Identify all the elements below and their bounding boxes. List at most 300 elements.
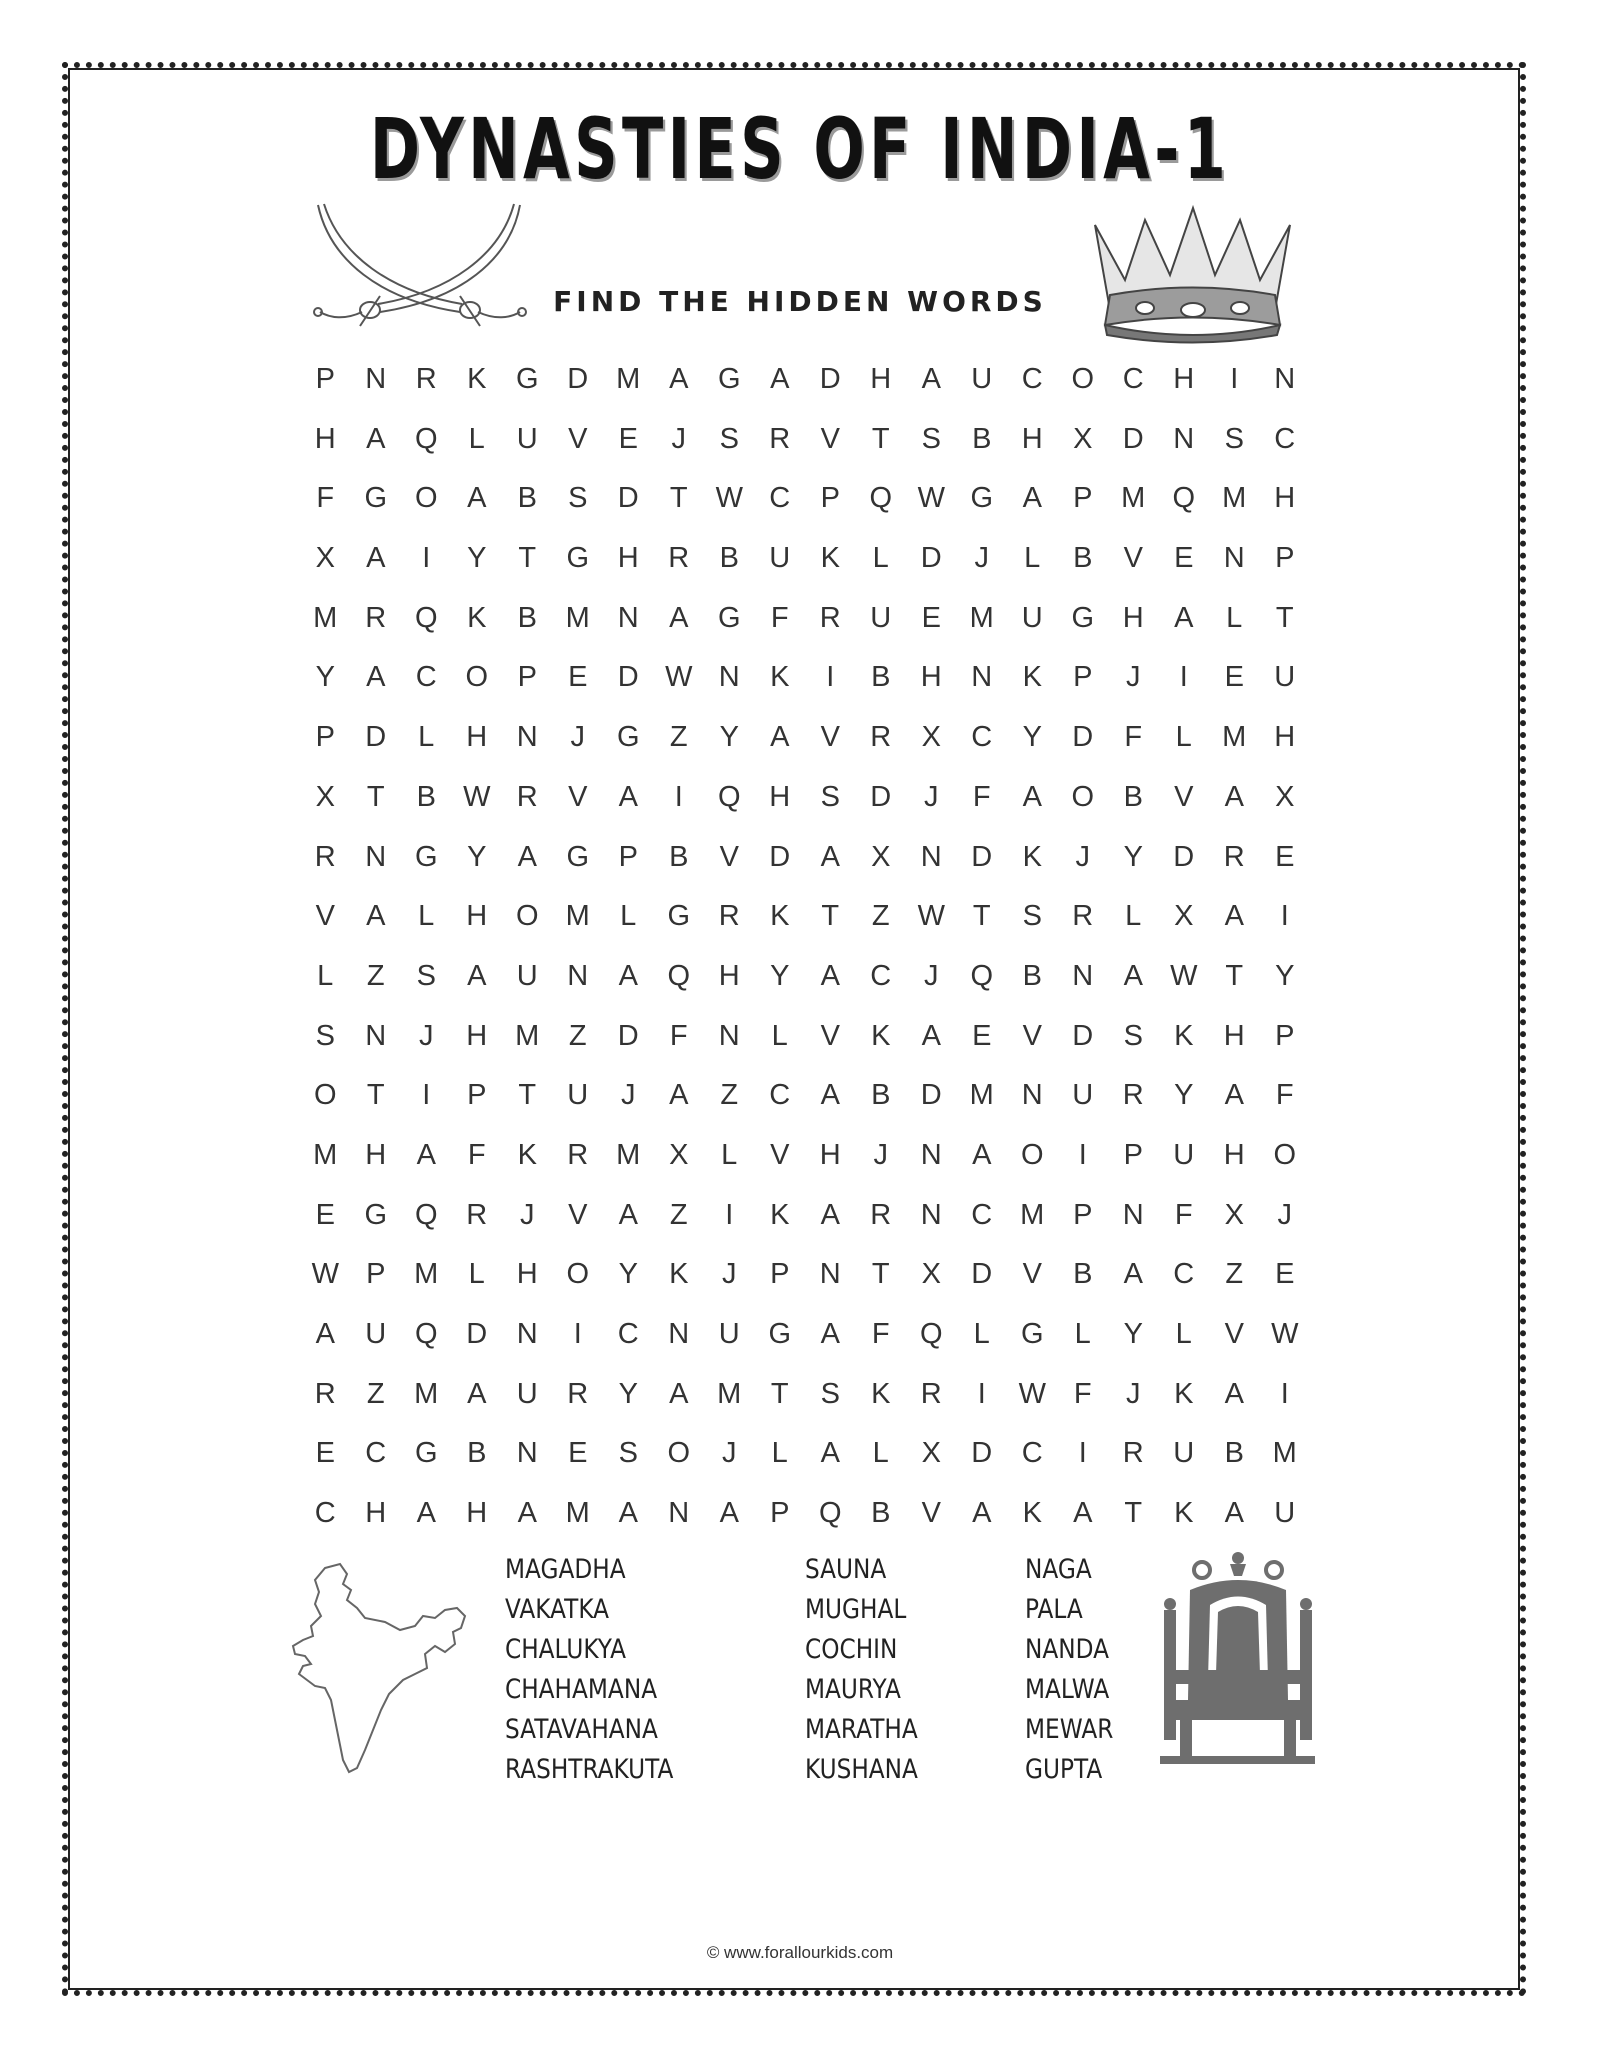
word-list-item: COCHIN bbox=[805, 1634, 898, 1665]
grid-letter: V bbox=[568, 422, 588, 455]
grid-letter: A bbox=[820, 959, 840, 992]
grid-letter: K bbox=[467, 601, 487, 634]
grid-letter: Z bbox=[720, 1079, 739, 1112]
grid-letter: A bbox=[1224, 1497, 1244, 1530]
grid-letter: H bbox=[1122, 601, 1144, 634]
grid-letter: T bbox=[366, 1079, 385, 1112]
grid-letter: M bbox=[616, 363, 641, 395]
word-list-item: PALA bbox=[1025, 1594, 1083, 1625]
grid-letter: A bbox=[1224, 900, 1244, 933]
grid-letter: C bbox=[415, 661, 437, 694]
grid-letter: Z bbox=[366, 959, 385, 992]
grid-letter: X bbox=[669, 1138, 689, 1171]
grid-letter: Y bbox=[719, 721, 739, 754]
grid-letter: P bbox=[366, 1258, 386, 1291]
grid-letter: C bbox=[1173, 1258, 1195, 1291]
grid-letter: A bbox=[820, 1437, 840, 1470]
word-list-item: MUGHAL bbox=[805, 1594, 907, 1625]
grid-letter: R bbox=[769, 422, 791, 455]
grid-letter: H bbox=[1173, 363, 1195, 395]
grid-letter: V bbox=[820, 422, 840, 455]
grid-letter: V bbox=[1123, 542, 1143, 575]
grid-letter: B bbox=[1073, 542, 1093, 575]
grid-letter: G bbox=[667, 900, 691, 933]
grid-letter: B bbox=[467, 1437, 487, 1470]
grid-letter: F bbox=[467, 1138, 486, 1171]
word-list-item: VAKATKA bbox=[505, 1594, 610, 1625]
grid-letter: N bbox=[1072, 959, 1094, 992]
grid-letter: L bbox=[418, 900, 435, 933]
grid-letter: J bbox=[873, 1138, 888, 1171]
grid-letter: B bbox=[517, 601, 537, 634]
grid-letter: N bbox=[718, 661, 740, 694]
grid-letter: R bbox=[870, 721, 892, 754]
grid-letter: W bbox=[917, 482, 945, 515]
grid-letter: R bbox=[567, 1138, 589, 1171]
grid-letter: P bbox=[315, 363, 335, 395]
grid-letter: L bbox=[317, 959, 334, 992]
grid-letter: R bbox=[1072, 900, 1094, 933]
grid-letter: N bbox=[668, 1497, 690, 1530]
grid-letter: P bbox=[820, 482, 840, 515]
grid-letter: J bbox=[1126, 661, 1141, 694]
grid-letter: J bbox=[722, 1258, 737, 1291]
grid-letter: M bbox=[717, 1377, 742, 1410]
letter-grid bbox=[300, 350, 1310, 1544]
grid-letter: B bbox=[669, 840, 689, 873]
grid-letter: L bbox=[973, 1318, 990, 1350]
grid-letter: D bbox=[365, 721, 387, 754]
grid-letter: S bbox=[921, 422, 941, 455]
grid-letter: T bbox=[871, 422, 890, 455]
grid-letter: E bbox=[618, 422, 638, 455]
grid-letter: M bbox=[1222, 721, 1247, 754]
word-list-item: MAURYA bbox=[805, 1674, 901, 1705]
grid-letter: Q bbox=[818, 1497, 842, 1530]
grid-letter: L bbox=[1175, 1318, 1192, 1350]
grid-letter: K bbox=[517, 1138, 537, 1171]
word-list-item: CHAHAMANA bbox=[505, 1674, 658, 1705]
grid-letter: K bbox=[1174, 1377, 1194, 1410]
grid-letter: Y bbox=[1123, 840, 1143, 873]
grid-letter: I bbox=[826, 661, 835, 694]
grid-letter: A bbox=[618, 959, 638, 992]
grid-letter: W bbox=[463, 780, 491, 813]
grid-letter: A bbox=[1022, 482, 1042, 515]
grid-letter: N bbox=[1274, 363, 1296, 395]
grid-letter: K bbox=[871, 1019, 891, 1052]
grid-letter: A bbox=[366, 661, 386, 694]
grid-letter: E bbox=[972, 1019, 992, 1052]
grid-letter: G bbox=[768, 1318, 792, 1350]
throne-icon bbox=[1160, 1550, 1315, 1770]
grid-letter: H bbox=[1021, 422, 1043, 455]
grid-letter: Z bbox=[871, 900, 890, 933]
grid-letter: H bbox=[920, 661, 942, 694]
grid-letter: C bbox=[769, 482, 791, 515]
grid-letter: R bbox=[365, 601, 387, 634]
grid-letter: K bbox=[770, 661, 790, 694]
grid-letter: E bbox=[315, 1198, 335, 1231]
grid-letter: A bbox=[618, 1497, 638, 1530]
grid-letter: O bbox=[515, 900, 539, 933]
word-list-item: MAGADHA bbox=[505, 1554, 626, 1585]
grid-letter: G bbox=[717, 601, 741, 634]
grid-letter: D bbox=[870, 780, 892, 813]
grid-letter: M bbox=[1020, 1198, 1045, 1231]
grid-letter: A bbox=[467, 959, 487, 992]
grid-letter: F bbox=[770, 601, 789, 634]
grid-letter: H bbox=[617, 542, 639, 575]
grid-letter: T bbox=[366, 780, 385, 813]
grid-letter: A bbox=[416, 1497, 436, 1530]
grid-letter: G bbox=[414, 1437, 438, 1470]
grid-letter: B bbox=[719, 542, 739, 575]
grid-letter: I bbox=[1230, 363, 1239, 395]
grid-letter: D bbox=[971, 840, 993, 873]
grid-letter: F bbox=[1124, 721, 1143, 754]
crossed-swords-icon bbox=[310, 200, 530, 340]
grid-letter: L bbox=[721, 1138, 738, 1171]
grid-letter: Y bbox=[315, 661, 335, 694]
grid-letter: R bbox=[668, 542, 690, 575]
grid-letter: M bbox=[565, 900, 590, 933]
grid-letter: A bbox=[1224, 1079, 1244, 1112]
grid-letter: T bbox=[518, 542, 537, 575]
grid-letter: X bbox=[1224, 1198, 1244, 1231]
grid-letter: W bbox=[1271, 1318, 1299, 1350]
grid-letter: H bbox=[1274, 482, 1296, 515]
grid-letter: Y bbox=[467, 542, 487, 575]
word-list-item: SAUNA bbox=[805, 1554, 887, 1585]
grid-letter: R bbox=[314, 1377, 336, 1410]
grid-letter: Q bbox=[970, 959, 994, 992]
grid-letter: Y bbox=[1174, 1079, 1194, 1112]
word-list-item: NANDA bbox=[1025, 1634, 1109, 1665]
grid-letter: N bbox=[1122, 1198, 1144, 1231]
grid-letter: M bbox=[565, 1497, 590, 1530]
grid-letter: T bbox=[871, 1258, 890, 1291]
grid-letter: D bbox=[567, 363, 589, 395]
grid-letter: N bbox=[365, 363, 387, 395]
grid-letter: W bbox=[665, 661, 693, 694]
grid-letter: H bbox=[718, 959, 740, 992]
grid-letter: O bbox=[465, 661, 489, 694]
grid-letter: A bbox=[1073, 1497, 1093, 1530]
grid-letter: O bbox=[414, 482, 438, 515]
grid-letter: V bbox=[1224, 1318, 1244, 1350]
grid-letter: R bbox=[870, 1198, 892, 1231]
grid-letter: A bbox=[1224, 1377, 1244, 1410]
grid-letter: K bbox=[467, 363, 487, 395]
grid-letter: T bbox=[972, 900, 991, 933]
grid-letter: Y bbox=[1275, 959, 1295, 992]
grid-letter: M bbox=[969, 601, 994, 634]
grid-letter: H bbox=[365, 1138, 387, 1171]
grid-letter: B bbox=[972, 422, 992, 455]
grid-letter: H bbox=[466, 1019, 488, 1052]
grid-letter: A bbox=[921, 363, 941, 395]
grid-letter: K bbox=[1174, 1497, 1194, 1530]
grid-letter: J bbox=[419, 1019, 434, 1052]
grid-letter: A bbox=[669, 1377, 689, 1410]
grid-letter: B bbox=[871, 1497, 891, 1530]
grid-letter: X bbox=[871, 840, 891, 873]
grid-letter: E bbox=[568, 1437, 588, 1470]
grid-letter: Y bbox=[1123, 1318, 1143, 1350]
grid-letter: N bbox=[365, 840, 387, 873]
grid-letter: S bbox=[1123, 1019, 1143, 1052]
grid-letter: P bbox=[1123, 1138, 1143, 1171]
grid-letter: A bbox=[1174, 601, 1194, 634]
grid-letter: C bbox=[1274, 422, 1296, 455]
word-list-item: NAGA bbox=[1025, 1554, 1092, 1585]
grid-letter: G bbox=[364, 482, 388, 515]
grid-letter: M bbox=[565, 601, 590, 634]
grid-letter: A bbox=[1123, 1258, 1143, 1291]
grid-letter: A bbox=[820, 1198, 840, 1231]
word-list-item: SATAVAHANA bbox=[505, 1714, 658, 1745]
grid-letter: V bbox=[315, 900, 335, 933]
grid-letter: D bbox=[1072, 1019, 1094, 1052]
grid-letter: K bbox=[1022, 840, 1042, 873]
grid-letter: E bbox=[1275, 1258, 1295, 1291]
grid-letter: N bbox=[516, 721, 538, 754]
word-list-item: CHALUKYA bbox=[505, 1634, 627, 1665]
grid-letter: R bbox=[1223, 840, 1245, 873]
grid-letter: A bbox=[820, 1318, 840, 1350]
grid-letter: R bbox=[1122, 1079, 1144, 1112]
grid-letter: Z bbox=[669, 1198, 688, 1231]
grid-letter: D bbox=[617, 1019, 639, 1052]
grid-letter: B bbox=[1224, 1437, 1244, 1470]
grid-letter: L bbox=[1226, 601, 1243, 634]
grid-letter: B bbox=[416, 780, 436, 813]
grid-letter: L bbox=[771, 1437, 788, 1470]
grid-letter: N bbox=[516, 1437, 538, 1470]
grid-letter: N bbox=[365, 1019, 387, 1052]
grid-letter: Y bbox=[618, 1258, 638, 1291]
grid-letter: S bbox=[719, 422, 739, 455]
grid-letter: C bbox=[1021, 363, 1043, 395]
grid-letter: Q bbox=[869, 482, 893, 515]
grid-letter: L bbox=[620, 900, 637, 933]
grid-letter: I bbox=[422, 1079, 431, 1112]
grid-letter: D bbox=[617, 482, 639, 515]
crown-icon bbox=[1085, 200, 1300, 345]
grid-letter: D bbox=[819, 363, 841, 395]
grid-letter: I bbox=[1280, 1377, 1289, 1410]
grid-letter: D bbox=[971, 1437, 993, 1470]
grid-letter: O bbox=[1273, 1138, 1297, 1171]
word-list-item: MARATHA bbox=[805, 1714, 918, 1745]
grid-letter: G bbox=[414, 840, 438, 873]
grid-letter: L bbox=[1125, 900, 1142, 933]
grid-letter: P bbox=[1073, 661, 1093, 694]
india-map-outline bbox=[285, 1560, 485, 1780]
word-list-item: KUSHANA bbox=[805, 1754, 918, 1785]
grid-letter: O bbox=[1071, 780, 1095, 813]
grid-letter: R bbox=[1122, 1437, 1144, 1470]
grid-letter: D bbox=[920, 1079, 942, 1112]
grid-letter: G bbox=[566, 542, 590, 575]
grid-letter: A bbox=[517, 840, 537, 873]
grid-letter: G bbox=[717, 363, 741, 395]
grid-letter: K bbox=[871, 1377, 891, 1410]
grid-letter: U bbox=[516, 1377, 538, 1410]
grid-letter: O bbox=[1020, 1138, 1044, 1171]
grid-letter: J bbox=[722, 1437, 737, 1470]
grid-letter: T bbox=[669, 482, 688, 515]
grid-letter: Y bbox=[467, 840, 487, 873]
grid-letter: U bbox=[1274, 1497, 1296, 1530]
grid-letter: H bbox=[870, 363, 892, 395]
grid-letter: D bbox=[920, 542, 942, 575]
grid-letter: Z bbox=[366, 1377, 385, 1410]
grid-letter: A bbox=[366, 422, 386, 455]
grid-letter: L bbox=[1074, 1318, 1091, 1350]
grid-letter: Y bbox=[770, 959, 790, 992]
grid-letter: M bbox=[969, 1079, 994, 1112]
grid-letter: D bbox=[1072, 721, 1094, 754]
grid-letter: S bbox=[618, 1437, 638, 1470]
grid-letter: P bbox=[770, 1497, 790, 1530]
grid-letter: L bbox=[771, 1019, 788, 1052]
grid-letter: I bbox=[725, 1198, 734, 1231]
grid-letter: S bbox=[820, 780, 840, 813]
grid-letter: U bbox=[718, 1318, 740, 1350]
grid-letter: H bbox=[1274, 721, 1296, 754]
grid-letter: A bbox=[770, 363, 790, 395]
grid-letter: F bbox=[1275, 1079, 1294, 1112]
grid-letter: O bbox=[313, 1079, 337, 1112]
grid-letter: Q bbox=[414, 1198, 438, 1231]
grid-letter: A bbox=[972, 1138, 992, 1171]
grid-letter: B bbox=[517, 482, 537, 515]
grid-letter: S bbox=[820, 1377, 840, 1410]
grid-letter: A bbox=[618, 1198, 638, 1231]
grid-letter: N bbox=[718, 1019, 740, 1052]
grid-letter: Q bbox=[1172, 482, 1196, 515]
grid-letter: D bbox=[466, 1318, 488, 1350]
grid-letter: I bbox=[1179, 661, 1188, 694]
grid-letter: B bbox=[1073, 1258, 1093, 1291]
grid-letter: V bbox=[568, 780, 588, 813]
grid-letter: S bbox=[568, 482, 588, 515]
grid-letter: W bbox=[1170, 959, 1198, 992]
grid-letter: H bbox=[466, 900, 488, 933]
grid-letter: R bbox=[466, 1198, 488, 1231]
instructions-heading: FIND THE HIDDEN WORDS bbox=[553, 285, 1047, 318]
grid-letter: D bbox=[1122, 422, 1144, 455]
grid-letter: G bbox=[515, 363, 539, 395]
word-list-item: RASHTRAKUTA bbox=[505, 1754, 674, 1785]
grid-letter: P bbox=[1275, 542, 1295, 575]
grid-letter: A bbox=[820, 840, 840, 873]
grid-letter: U bbox=[365, 1318, 387, 1350]
grid-letter: R bbox=[567, 1377, 589, 1410]
grid-letter: R bbox=[920, 1377, 942, 1410]
grid-letter: Q bbox=[717, 780, 741, 813]
grid-letter: F bbox=[316, 482, 335, 515]
grid-letter: N bbox=[971, 661, 993, 694]
grid-letter: V bbox=[1174, 780, 1194, 813]
grid-letter: J bbox=[974, 542, 989, 575]
grid-letter: P bbox=[315, 721, 335, 754]
grid-letter: S bbox=[315, 1019, 335, 1052]
grid-letter: K bbox=[669, 1258, 689, 1291]
grid-letter: G bbox=[616, 721, 640, 754]
word-list-item: MALWA bbox=[1025, 1674, 1110, 1705]
grid-letter: O bbox=[1071, 363, 1095, 395]
grid-letter: K bbox=[1022, 1497, 1042, 1530]
grid-letter: G bbox=[970, 482, 994, 515]
grid-letter: V bbox=[719, 840, 739, 873]
grid-letter: H bbox=[1223, 1019, 1245, 1052]
grid-letter: K bbox=[1174, 1019, 1194, 1052]
grid-letter: A bbox=[770, 721, 790, 754]
grid-letter: A bbox=[416, 1138, 436, 1171]
grid-letter: E bbox=[921, 601, 941, 634]
word-list-column-2 bbox=[805, 1550, 936, 1790]
grid-letter: R bbox=[314, 840, 336, 873]
grid-letter: P bbox=[1073, 482, 1093, 515]
grid-letter: V bbox=[1022, 1258, 1042, 1291]
grid-letter: C bbox=[314, 1497, 336, 1530]
grid-letter: P bbox=[770, 1258, 790, 1291]
grid-letter: N bbox=[920, 1198, 942, 1231]
grid-letter: C bbox=[870, 959, 892, 992]
grid-letter: N bbox=[1173, 422, 1195, 455]
grid-letter: H bbox=[1223, 1138, 1245, 1171]
grid-letter: H bbox=[769, 780, 791, 813]
grid-letter: E bbox=[1224, 661, 1244, 694]
grid-letter: R bbox=[718, 900, 740, 933]
grid-letter: A bbox=[618, 780, 638, 813]
grid-letter: U bbox=[1274, 661, 1296, 694]
grid-letter: E bbox=[568, 661, 588, 694]
grid-letter: V bbox=[770, 1138, 790, 1171]
grid-letter: V bbox=[1022, 1019, 1042, 1052]
grid-letter: I bbox=[1078, 1437, 1087, 1470]
grid-letter: L bbox=[872, 542, 889, 575]
grid-letter: O bbox=[667, 1437, 691, 1470]
grid-letter: C bbox=[769, 1079, 791, 1112]
grid-letter: E bbox=[315, 1437, 335, 1470]
grid-letter: J bbox=[520, 1198, 535, 1231]
grid-letter: X bbox=[921, 1258, 941, 1291]
grid-letter: X bbox=[1073, 422, 1093, 455]
grid-letter: M bbox=[1121, 482, 1146, 515]
grid-letter: K bbox=[770, 1198, 790, 1231]
grid-letter: H bbox=[516, 1258, 538, 1291]
grid-letter: D bbox=[1173, 840, 1195, 873]
grid-letter: A bbox=[467, 1377, 487, 1410]
grid-letter: M bbox=[313, 601, 338, 634]
word-list-column-3 bbox=[1025, 1550, 1128, 1790]
grid-letter: L bbox=[468, 422, 485, 455]
grid-letter: M bbox=[515, 1019, 540, 1052]
grid-letter: L bbox=[872, 1437, 889, 1470]
grid-letter: A bbox=[467, 482, 487, 515]
grid-letter: I bbox=[1280, 900, 1289, 933]
grid-letter: W bbox=[1018, 1377, 1046, 1410]
grid-letter: G bbox=[1020, 1318, 1044, 1350]
grid-letter: R bbox=[819, 601, 841, 634]
grid-letter: Y bbox=[618, 1377, 638, 1410]
grid-letter: J bbox=[671, 422, 686, 455]
grid-letter: X bbox=[1174, 900, 1194, 933]
